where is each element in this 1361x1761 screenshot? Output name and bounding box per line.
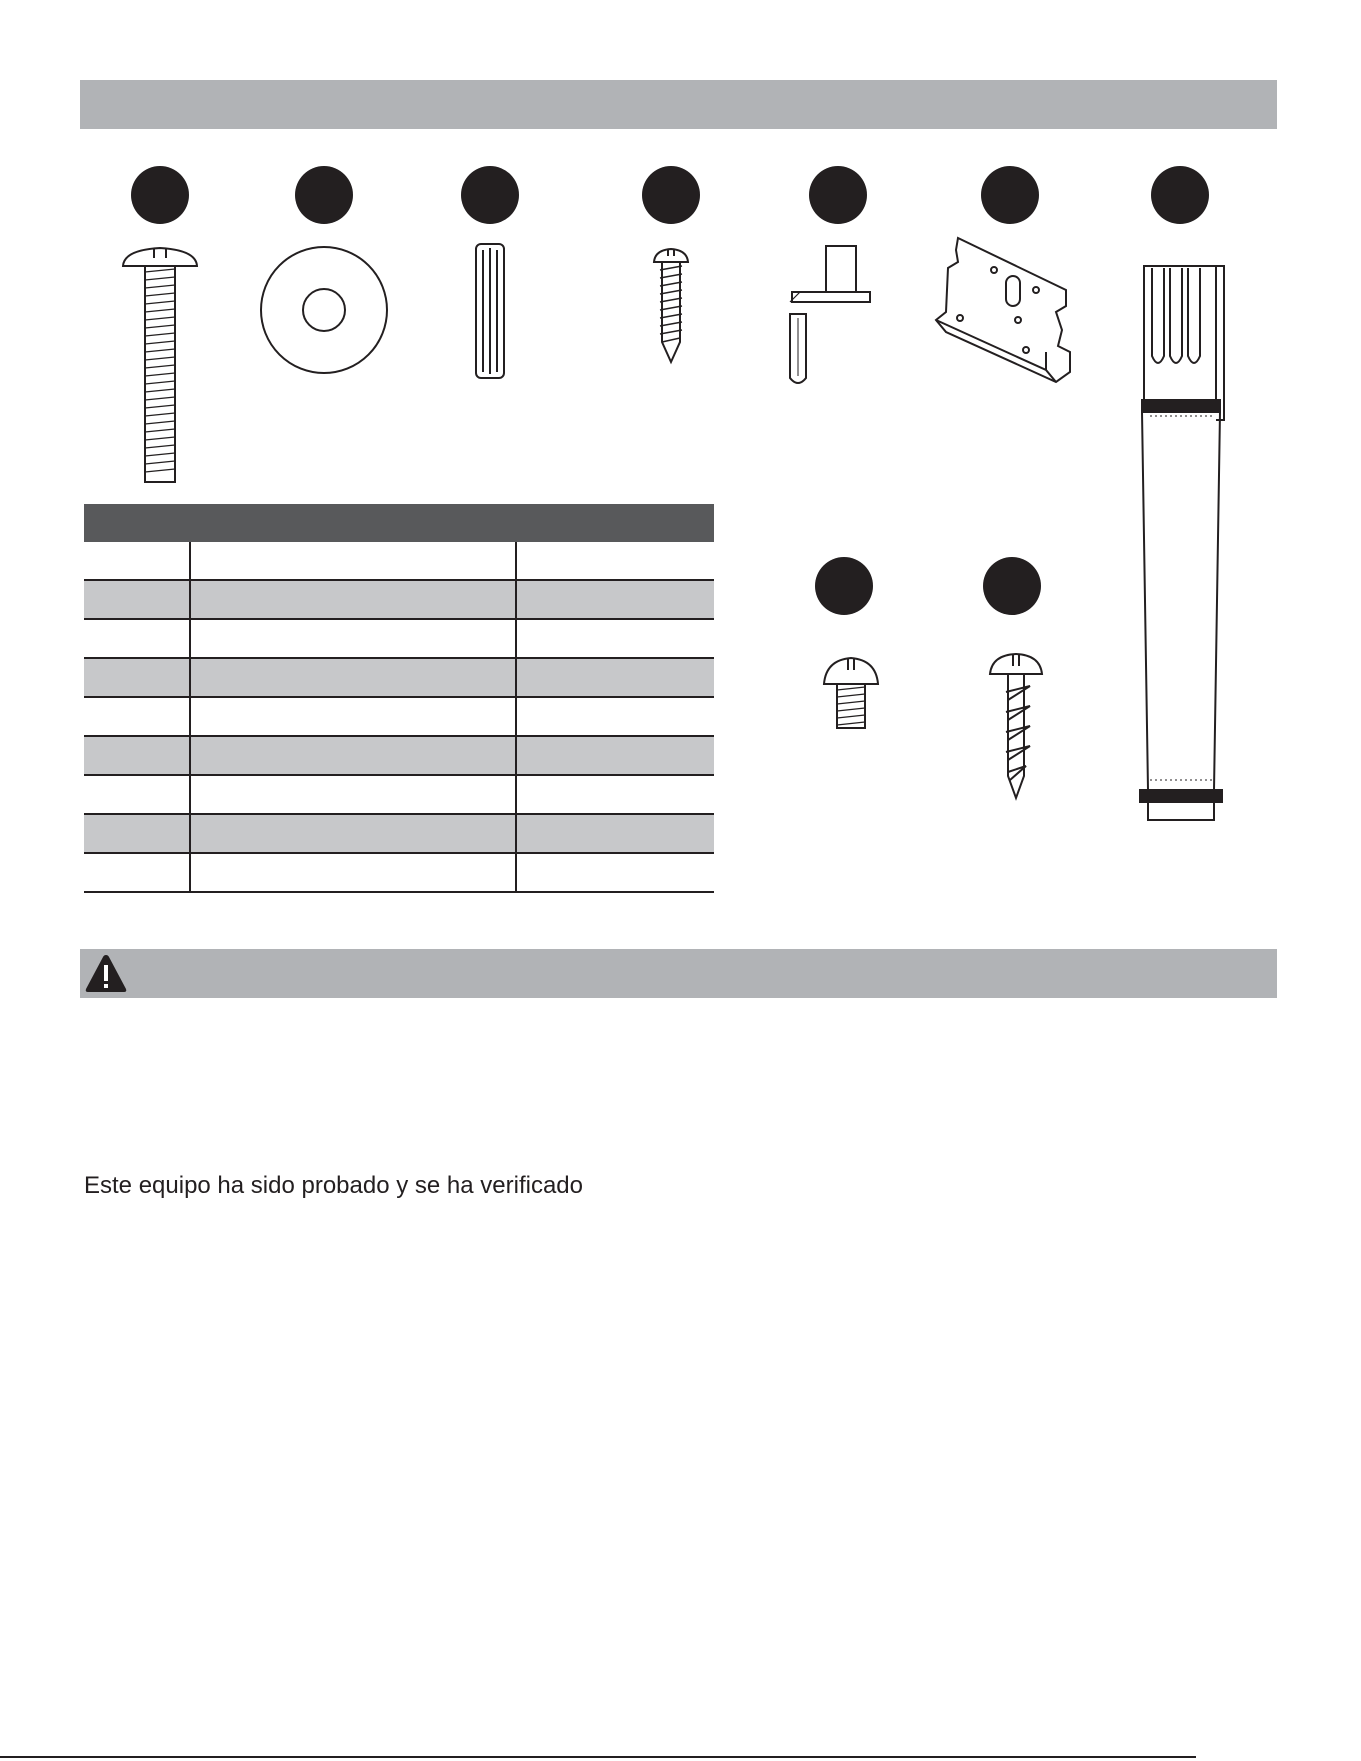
table-row bbox=[84, 658, 714, 697]
table-header-quantity bbox=[516, 504, 714, 542]
part-label-circle-5 bbox=[809, 166, 867, 224]
table-cell bbox=[190, 736, 516, 775]
table-cell bbox=[516, 697, 714, 736]
washer-icon bbox=[261, 247, 387, 373]
table-row bbox=[84, 542, 714, 580]
table-row bbox=[84, 775, 714, 814]
part-label-circle-9 bbox=[983, 557, 1041, 615]
shelf-support-pin-icon bbox=[790, 246, 870, 383]
safety-section-header bbox=[80, 949, 1277, 998]
table-row bbox=[84, 619, 714, 658]
table-cell bbox=[516, 619, 714, 658]
part-label-circle-4 bbox=[642, 166, 700, 224]
wood-dowel-icon bbox=[476, 244, 504, 378]
table-row bbox=[84, 814, 714, 853]
table-cell bbox=[190, 580, 516, 619]
bolt-icon bbox=[123, 248, 197, 482]
table-cell bbox=[84, 736, 190, 775]
table-cell bbox=[190, 814, 516, 853]
parts-table bbox=[84, 504, 714, 893]
table-row bbox=[84, 697, 714, 736]
part-label-circle-2 bbox=[295, 166, 353, 224]
table-cell bbox=[190, 658, 516, 697]
part-label-circle-3 bbox=[461, 166, 519, 224]
table-cell bbox=[84, 853, 190, 892]
short-screw-icon bbox=[654, 249, 688, 362]
table-cell bbox=[84, 814, 190, 853]
wood-screw-icon bbox=[990, 654, 1042, 798]
table-cell bbox=[516, 853, 714, 892]
leg-icon bbox=[1140, 266, 1224, 820]
table-row bbox=[84, 580, 714, 619]
table-cell bbox=[84, 697, 190, 736]
table-cell bbox=[516, 580, 714, 619]
table-cell bbox=[190, 775, 516, 814]
part-label-circle-8 bbox=[815, 557, 873, 615]
table-cell bbox=[190, 697, 516, 736]
table-cell bbox=[516, 736, 714, 775]
mounting-bracket-icon bbox=[936, 238, 1070, 382]
table-cell bbox=[190, 853, 516, 892]
table-cell bbox=[84, 542, 190, 580]
table-cell bbox=[84, 580, 190, 619]
part-label-circle-7 bbox=[1151, 166, 1209, 224]
table-cell bbox=[190, 542, 516, 580]
table-cell bbox=[516, 658, 714, 697]
table-cell bbox=[84, 619, 190, 658]
machine-screw-icon bbox=[824, 658, 878, 728]
part-label-circle-1 bbox=[131, 166, 189, 224]
table-cell bbox=[516, 775, 714, 814]
table-row bbox=[84, 853, 714, 892]
table-cell bbox=[190, 619, 516, 658]
table-header-description bbox=[190, 504, 516, 542]
part-label-circle-6 bbox=[981, 166, 1039, 224]
table-cell bbox=[516, 814, 714, 853]
table-cell bbox=[516, 542, 714, 580]
table-cell bbox=[84, 775, 190, 814]
warning-icon bbox=[82, 949, 130, 998]
table-row bbox=[84, 736, 714, 775]
table-header-part bbox=[84, 504, 190, 542]
table-cell bbox=[84, 658, 190, 697]
footer-rule bbox=[0, 1756, 1196, 1758]
table-header-row bbox=[84, 504, 714, 542]
fcc-compliance-text: Este equipo ha sido probado y se ha verificado bbox=[84, 1172, 583, 1199]
